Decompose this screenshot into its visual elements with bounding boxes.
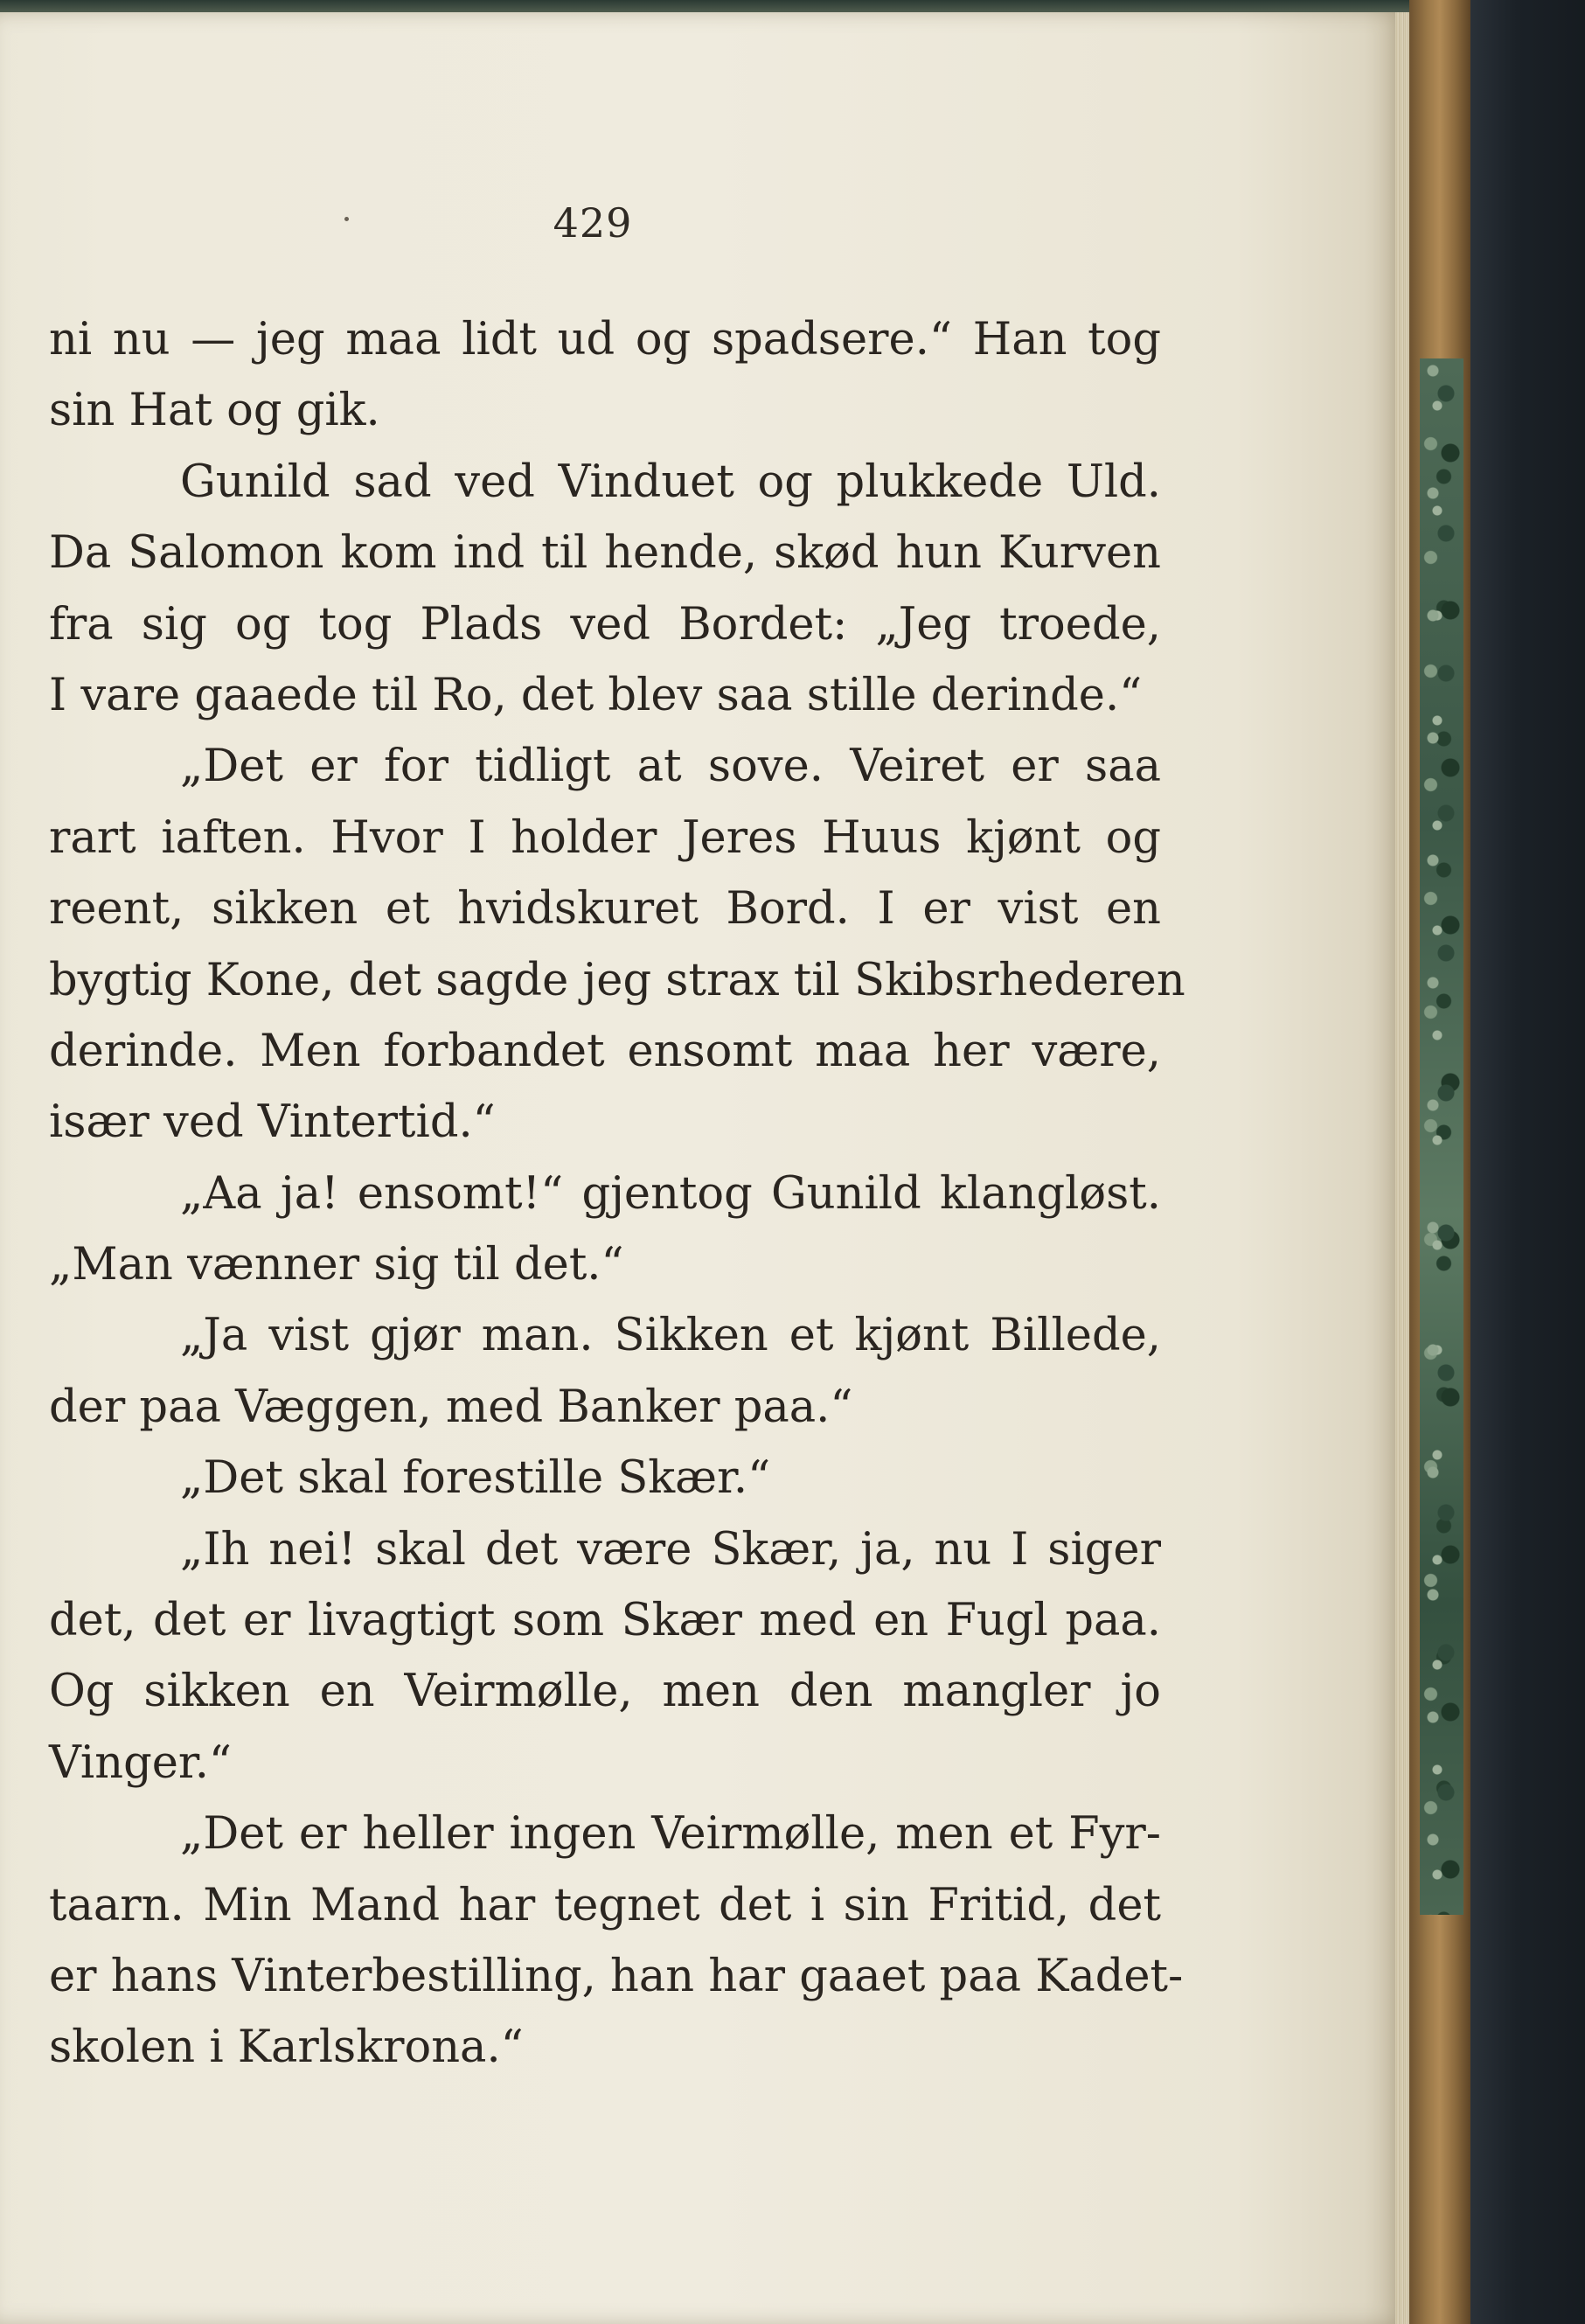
text-line: Og sikken en Veirmølle, men den mangler jo [49,1666,1161,1718]
page-number: 429 [553,199,633,247]
text-line: sin Hat og gik. [49,385,380,437]
text-line: ni nu — jeg maa lidt ud og spadsere.“ Han tog [49,314,1161,365]
text-line: „Ih nei! skal det være Skær, ja, nu I siger [180,1523,1161,1576]
marbled-board [1420,358,1463,1915]
text-line: „Ja vist gjør man. Sikken et kjønt Billede, [180,1310,1161,1362]
text-line: rart iaften. Hvor I holder Jeres Huus kjønt og [49,811,1161,864]
text-line: bygtig Kone, det sagde jeg strax til Skibsrhederen [49,954,1185,1006]
text-line: Vinger.“ [49,1736,232,1789]
text-line: Gunild sad ved Vinduet og plukkede Uld. [180,456,1161,508]
text-line: skolen i Karlskrona.“ [49,2021,524,2074]
text-line: reent, sikken et hvidskuret Bord. I er vist en [49,883,1161,936]
text-line: „Det er heller ingen Veirmølle, men et Fyr- [180,1808,1161,1861]
ink-dot [344,217,349,221]
text-line: især ved Vintertid.“ [49,1096,496,1149]
text-line: taarn. Min Mand har tegnet det i sin Fritid, det [49,1879,1161,1931]
text-line: „Man vænner sig til det.“ [49,1239,624,1291]
text-line: „Det skal forestille Skær.“ [180,1452,771,1505]
text-line: fra sig og tog Plads ved Bordet: „Jeg troede, [49,598,1161,651]
text-line: I vare gaaede til Ro, det blev saa stille derinde.“ [49,669,1143,721]
body-text [49,304,1185,2084]
text-line: Da Salomon kom ind til hende, skød hun Kurven [49,527,1161,580]
dark-background [1470,0,1585,2324]
text-line: „Det er for tidligt at sove. Veiret er saa [180,741,1161,793]
text-line: er hans Vinterbestilling, han har gaaet paa Kadet- [49,1950,1184,2002]
text-line: der paa Væggen, med Banker paa.“ [49,1381,853,1433]
text-line: det, det er livagtigt som Skær med en Fugl paa. [49,1595,1161,1647]
text-line: „Aa ja! ensomt!“ gjentog Gunild klangløst. [180,1167,1161,1220]
text-line: derinde. Men forbandet ensomt maa her være, [49,1025,1161,1077]
